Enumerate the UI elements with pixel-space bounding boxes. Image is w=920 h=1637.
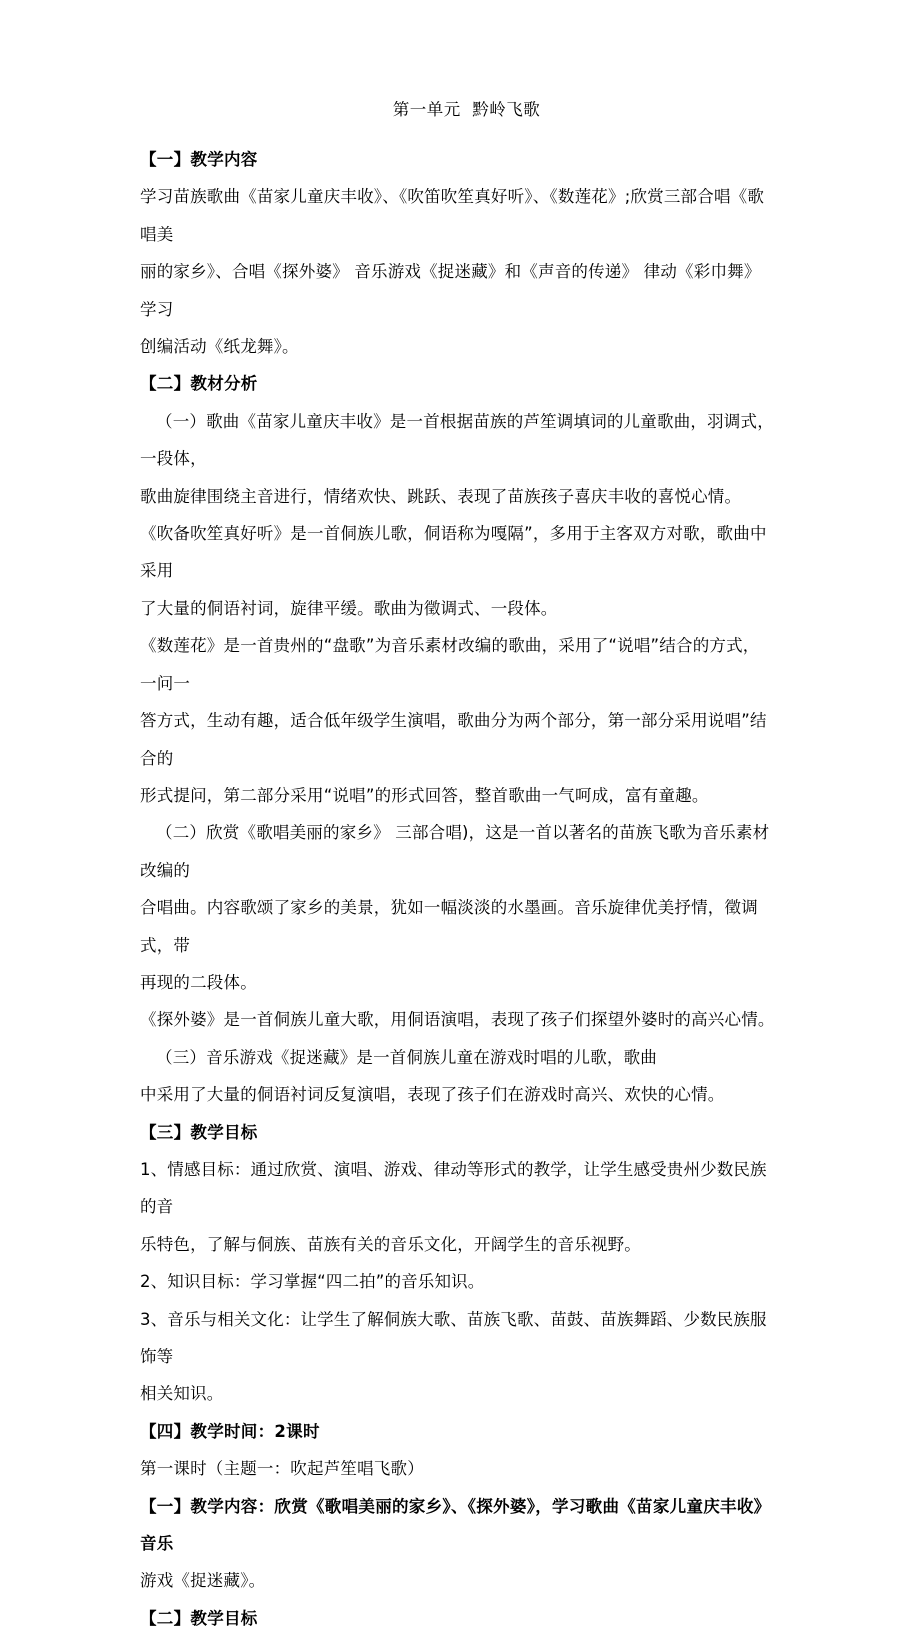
analysis-1-l1: （一）歌曲《苗家儿童庆丰收》是一首根据苗族的芦笙调填词的儿童歌曲，羽调式，一段体， (140, 411, 774, 469)
objective-3-l2: 相关知识。 (140, 1384, 224, 1404)
lesson-1-content-l1: 【一】教学内容：欣赏《歌唱美丽的家乡》、《探外婆》，学习歌曲《苗家儿童庆丰收》 音乐 (140, 1496, 777, 1554)
objective-2-l1: 2、知识目标：学习掌握“四二拍”的音乐知识。 (140, 1272, 485, 1292)
lesson-1-title: 第一课时（主题一：吹起芦笙唱飞歌） (140, 1459, 424, 1479)
analysis-6-l2: 中采用了大量的侗语衬词反复演唱，表现了孩子们在游戏时高兴、欢快的心情。 (140, 1085, 725, 1105)
objective-3-l1: 3、音乐与相关文化：让学生了解侗族大歌、苗族飞歌、苗鼓、苗族舞蹈、少数民族服饰等 (140, 1309, 767, 1366)
analysis-6-l1: （三）音乐游戏《捉迷藏》是一首侗族儿童在游戏时唱的儿歌，歌曲 (156, 1047, 657, 1067)
analysis-3-l2: 答方式，生动有趣，适合低年级学生演唱，歌曲分为两个部分，第一部分采用说唱”结合的 (140, 711, 767, 768)
content-l1: 学习苗族歌曲《苗家儿童庆丰收》、《吹笛吹笙真好听》、《数莲花》;欣赏三部合唱《歌唱美 (140, 187, 765, 244)
document-body (140, 141, 775, 1637)
content-l3: 创编活动《纸龙舞》。 (140, 337, 299, 357)
h-teaching-objectives: 【三】教学目标 (140, 1122, 258, 1142)
analysis-4-l2: 合唱曲。内容歌颂了家乡的美景，犹如一幅淡淡的水墨画。音乐旋律优美抒情，徵调式，带 (140, 898, 758, 955)
analysis-4-l3: 再现的二段体。 (140, 972, 257, 992)
objective-1-l1: 1、情感目标：通过欣赏、演唱、游戏、律动等形式的教学，让学生感受贵州少数民族的音 (140, 1159, 767, 1217)
h-teaching-content: 【一】教学内容 (140, 150, 258, 169)
h-material-analysis: 【二】教材分析 (140, 374, 258, 394)
objective-1-l2: 乐特色，了解与侗族、苗族有关的音乐文化，开阔学生的音乐视野。 (140, 1234, 641, 1254)
content-l2: 丽的家乡》、合唱《探外婆》 音乐游戏《捉迷藏》和《声音的传递》 律动《彩巾舞》 学习 (140, 262, 772, 319)
h-lesson-1-objectives: 【二】教学目标 (140, 1608, 258, 1628)
page-title: 第一单元 黔岭飞歌 (392, 100, 541, 119)
h-teaching-time: 【四】教学时间：2课时 (140, 1421, 320, 1441)
analysis-5-l1: 《探外婆》是一首侗族儿童大歌，用侗语演唱，表现了孩子们探望外婆时的高兴心情。 (140, 1010, 775, 1030)
analysis-2-l1: 《吹备吹笙真好听》是一首侗族儿歌，侗语称为嘎隔”，多用于主客双方对歌，歌曲中采用 (140, 524, 767, 581)
lesson-1-content-l2: 游戏《捉迷藏》。 (140, 1571, 266, 1591)
analysis-3-l3: 形式提问，第二部分采用“说唱”的形式回答，整首歌曲一气呵成，富有童趣。 (140, 785, 709, 805)
analysis-2-l2: 了大量的侗语衬词，旋律平缓。歌曲为徵调式、一段体。 (140, 598, 558, 618)
analysis-1-l2: 歌曲旋律围绕主音进行，情绪欢快、跳跃、表现了苗族孩子喜庆丰收的喜悦心情。 (140, 486, 742, 506)
analysis-4-l1: （二）欣赏《歌唱美丽的家乡》 三部合唱)，这是一首以著名的苗族飞歌为音乐素材改编的 (140, 823, 770, 880)
analysis-3-l1: 《数莲花》是一首贵州的“盘歌”为音乐素材改编的歌曲，采用了“说唱”结合的方式，一问一 (140, 636, 760, 693)
